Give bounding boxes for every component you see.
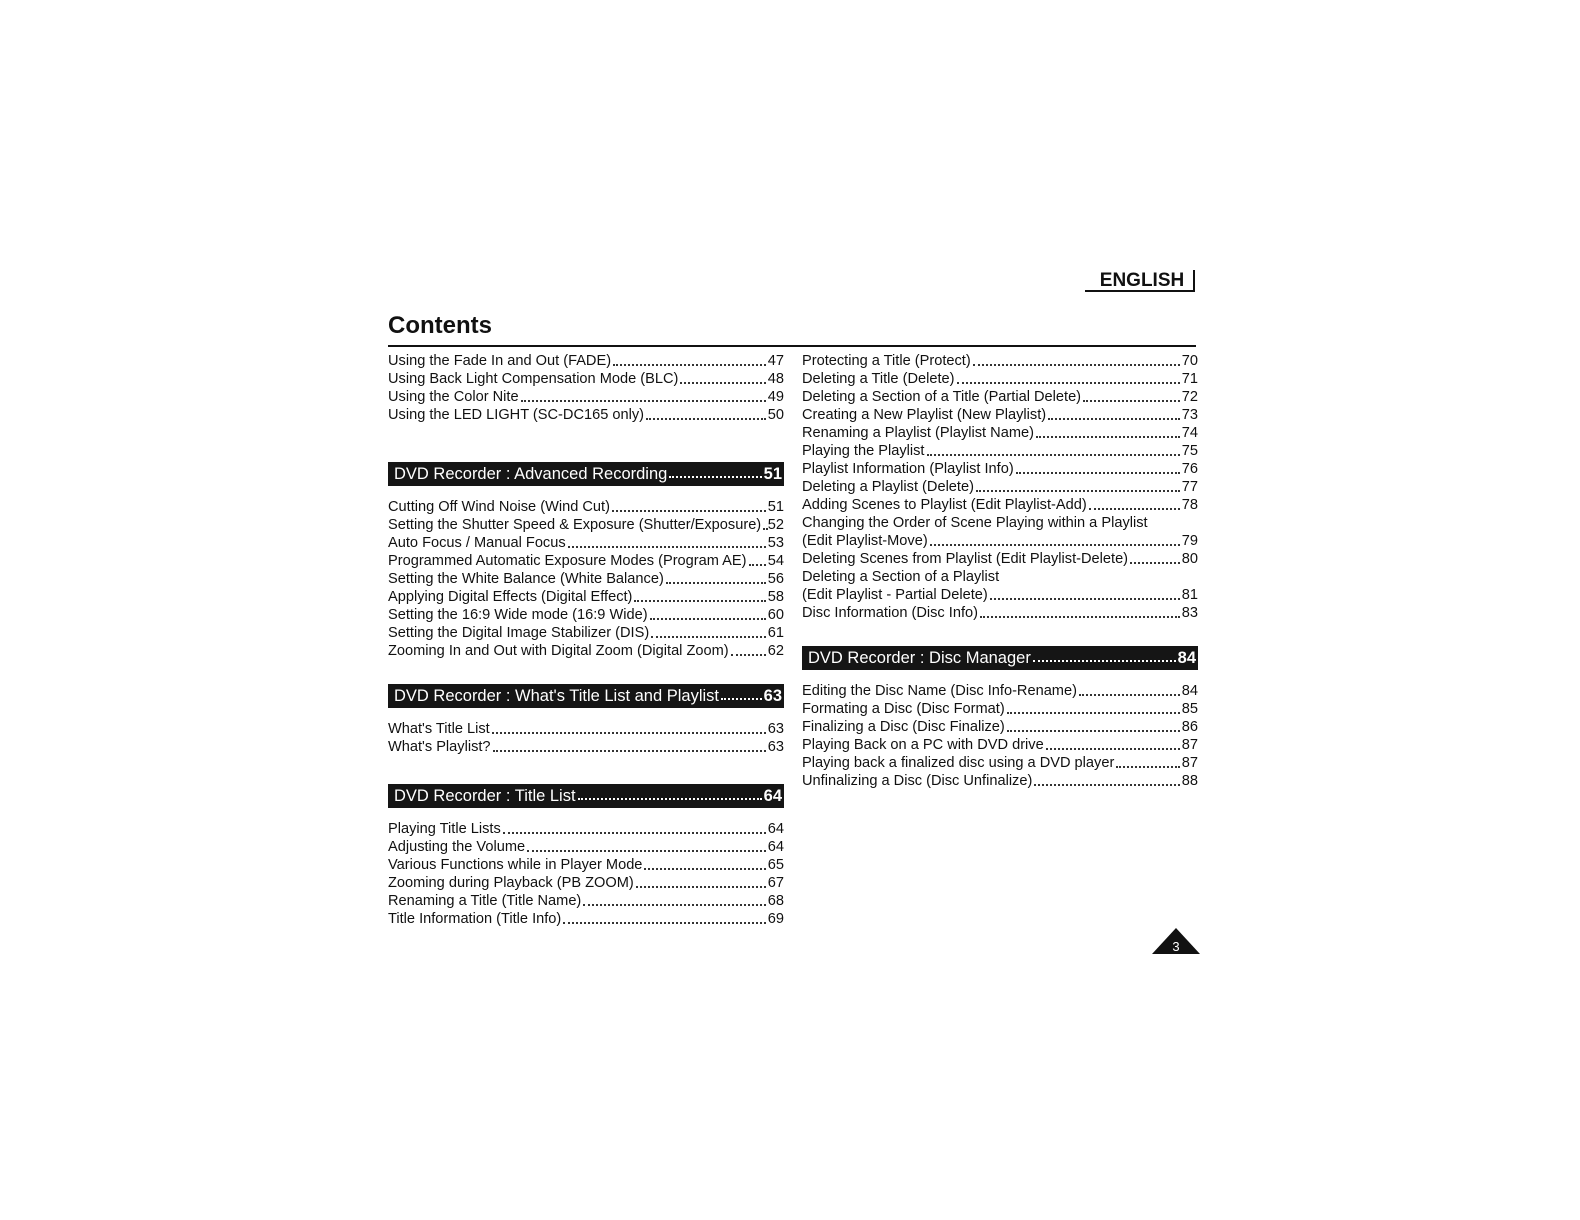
toc-entry-label: What's Playlist? — [388, 739, 491, 755]
toc-entry[interactable] — [388, 892, 784, 910]
toc-leader-dots — [492, 720, 766, 734]
toc-leader-dots — [1079, 682, 1180, 696]
toc-entry-page: 80 — [1181, 551, 1198, 567]
toc-entry-label: Various Functions while in Player Mode — [388, 857, 643, 873]
toc-entry-label: Cutting Off Wind Noise (Wind Cut) — [388, 499, 610, 515]
toc-entry[interactable] — [802, 718, 1198, 736]
section-heading-label: DVD Recorder : Disc Manager — [808, 649, 1031, 667]
toc-leader-dots — [680, 370, 765, 384]
toc-leader-dots — [976, 478, 1180, 492]
toc-entry[interactable] — [388, 352, 784, 370]
toc-entry[interactable] — [388, 588, 784, 606]
toc-leader-dots — [644, 856, 765, 870]
toc-entry-page: 62 — [767, 643, 784, 659]
toc-entry-label: Using Back Light Compensation Mode (BLC) — [388, 371, 679, 387]
toc-entry-label: Setting the 16:9 Wide mode (16:9 Wide) — [388, 607, 648, 623]
toc-entry-label: Deleting Scenes from Playlist (Edit Playlist-Delete) — [802, 551, 1129, 567]
toc-entry-label: Programmed Automatic Exposure Modes (Program AE) — [388, 553, 747, 569]
page-title: Contents — [388, 312, 492, 339]
toc-entry-page: 65 — [767, 857, 784, 873]
toc-leader-dots — [990, 586, 1180, 600]
section-heading-page: 84 — [1177, 649, 1196, 667]
toc-leader-dots — [980, 604, 1180, 618]
toc-entry[interactable] — [802, 514, 1198, 532]
toc-entry[interactable] — [388, 534, 784, 552]
toc-leader-dots — [1150, 514, 1196, 526]
toc-entry[interactable] — [388, 910, 784, 928]
title-rule — [388, 345, 1196, 347]
toc-entry[interactable] — [388, 516, 784, 534]
toc-leader-dots — [1046, 736, 1180, 750]
toc-leader-dots — [634, 588, 765, 602]
toc-leader-dots — [763, 516, 766, 530]
toc-leader-dots — [636, 874, 766, 888]
toc-leader-dots — [650, 606, 766, 620]
toc-entry-page: 86 — [1181, 719, 1198, 735]
toc-leader-dots — [1116, 754, 1179, 768]
toc-entry-page: 60 — [767, 607, 784, 623]
toc-entry-label: Adjusting the Volume — [388, 839, 526, 855]
toc-leader-dots — [503, 820, 766, 834]
toc-entry-page: 64 — [767, 821, 784, 837]
advanced-recording-list — [388, 498, 784, 660]
toc-leader-dots — [651, 624, 766, 638]
toc-entry-page: 70 — [1181, 353, 1198, 369]
toc-leader-dots — [1130, 550, 1180, 564]
toc-entry-page: 48 — [767, 371, 784, 387]
toc-entry[interactable] — [388, 642, 784, 660]
whats-title-list-list — [388, 720, 784, 756]
toc-entry-page: 63 — [767, 721, 784, 737]
toc-entry-label: Playing Back on a PC with DVD drive — [802, 737, 1044, 753]
toc-entry-page: 53 — [767, 535, 784, 551]
toc-entry-label: Deleting a Playlist (Delete) — [802, 479, 974, 495]
section-heading-disc-manager[interactable] — [802, 646, 1198, 670]
toc-entry-label: Using the Color Nite — [388, 389, 519, 405]
toc-entry[interactable] — [388, 838, 784, 856]
toc-entry[interactable] — [388, 856, 784, 874]
toc-entry-label: Renaming a Title (Title Name) — [388, 893, 582, 909]
toc-entry-page: 74 — [1181, 425, 1198, 441]
toc-leader-dots — [1048, 406, 1180, 420]
toc-entry[interactable] — [802, 568, 1198, 586]
toc-entry-label: Setting the Shutter Speed & Exposure (Shutter/Exposure) — [388, 517, 762, 533]
toc-leader-dots — [568, 534, 766, 548]
toc-leader-dots — [563, 910, 765, 924]
toc-entry-page: 63 — [767, 739, 784, 755]
toc-entry-label: (Edit Playlist-Move) — [802, 533, 928, 549]
toc-entry-label: Editing the Disc Name (Disc Info-Rename) — [802, 683, 1077, 699]
toc-entry[interactable] — [802, 550, 1198, 568]
toc-entry-page: 83 — [1181, 605, 1198, 621]
toc-entry[interactable] — [388, 406, 784, 424]
toc-leader-dots — [1036, 424, 1180, 438]
toc-entry-page: 75 — [1181, 443, 1198, 459]
toc-entry-page: 49 — [767, 389, 784, 405]
toc-entry-page: 52 — [767, 517, 784, 533]
toc-entry-label: Adding Scenes to Playlist (Edit Playlist-Add) — [802, 497, 1087, 513]
toc-entry-page: 87 — [1181, 755, 1198, 771]
toc-entry[interactable] — [802, 736, 1198, 754]
toc-entry-label: Zooming In and Out with Digital Zoom (Digital Zoom) — [388, 643, 729, 659]
toc-entry[interactable] — [802, 496, 1198, 514]
toc-entry-label: Unfinalizing a Disc (Disc Unfinalize) — [802, 773, 1033, 789]
toc-entry[interactable] — [802, 532, 1198, 550]
section-heading-whats-title-list[interactable] — [388, 684, 784, 708]
toc-entry-label: Playing back a finalized disc using a DVD player — [802, 755, 1115, 771]
toc-entry-label: Setting the Digital Image Stabilizer (DIS) — [388, 625, 650, 641]
toc-leader-dots — [583, 892, 765, 906]
toc-entry-label: Applying Digital Effects (Digital Effect) — [388, 589, 633, 605]
toc-entry-page: 88 — [1181, 773, 1198, 789]
toc-entry-page: 56 — [767, 571, 784, 587]
toc-entry[interactable] — [388, 370, 784, 388]
toc-entry[interactable] — [802, 406, 1198, 424]
toc-entry-page: 47 — [767, 353, 784, 369]
toc-entry-page: 78 — [1181, 497, 1198, 513]
toc-entry-label: Disc Information (Disc Info) — [802, 605, 978, 621]
toc-entry-page: 76 — [1181, 461, 1198, 477]
toc-leader-dots — [973, 352, 1180, 366]
section-heading-advanced-recording[interactable] — [388, 462, 784, 486]
toc-leader-dots — [493, 738, 766, 752]
toc-entry-label: Using the Fade In and Out (FADE) — [388, 353, 612, 369]
toc-entry-label: Playing the Playlist — [802, 443, 925, 459]
page-number: 3 — [1172, 939, 1180, 954]
toc-entry[interactable] — [388, 874, 784, 892]
toc-entry[interactable] — [388, 498, 784, 516]
toc-entry-label: Protecting a Title (Protect) — [802, 353, 971, 369]
toc-leader-dots — [731, 642, 766, 656]
toc-leader-dots — [930, 532, 1180, 546]
toc-entry-page: 50 — [767, 407, 784, 423]
section-heading-label: DVD Recorder : Advanced Recording — [394, 465, 668, 483]
language-badge: ENGLISH — [1083, 270, 1195, 292]
left-column — [388, 352, 784, 928]
toc-entry-page: 87 — [1181, 737, 1198, 753]
toc-entry-label: Playing Title Lists — [388, 821, 501, 837]
toc-entry-page: 68 — [767, 893, 784, 909]
toc-leader-dots — [749, 552, 766, 566]
toc-leader-dots — [646, 406, 766, 420]
intro-list — [388, 352, 784, 424]
toc-entry-label: What's Title List — [388, 721, 490, 737]
toc-leader-dots — [957, 370, 1180, 384]
toc-entry-label: Changing the Order of Scene Playing within a Playlist — [802, 515, 1148, 531]
toc-entry[interactable] — [802, 478, 1198, 496]
toc-entry[interactable] — [802, 442, 1198, 460]
toc-entry[interactable] — [802, 424, 1198, 442]
toc-leader-dots — [1001, 568, 1196, 580]
toc-leader-dots — [1089, 496, 1180, 510]
toc-entry-page: 54 — [767, 553, 784, 569]
toc-entry[interactable] — [802, 352, 1198, 370]
section-heading-title-list[interactable] — [388, 784, 784, 808]
toc-leader-dots — [1007, 718, 1180, 732]
toc-entry-page: 67 — [767, 875, 784, 891]
toc-leader-dots — [927, 442, 1180, 456]
toc-entry-page: 73 — [1181, 407, 1198, 423]
toc-entry-page: 69 — [767, 911, 784, 927]
toc-entry-label: Renaming a Playlist (Playlist Name) — [802, 425, 1034, 441]
toc-entry-page: 61 — [767, 625, 784, 641]
toc-entry-label: Using the LED LIGHT (SC-DC165 only) — [388, 407, 645, 423]
toc-entry-page: 64 — [767, 839, 784, 855]
toc-entry-label: Title Information (Title Info) — [388, 911, 562, 927]
toc-leader-dots — [1007, 700, 1180, 714]
right-column — [802, 352, 1198, 790]
toc-leader-dots — [1083, 388, 1180, 402]
toc-entry-label: Creating a New Playlist (New Playlist) — [802, 407, 1047, 423]
toc-entry[interactable] — [388, 388, 784, 406]
toc-entry-label: Deleting a Title (Delete) — [802, 371, 955, 387]
toc-leader-dots — [613, 352, 766, 366]
toc-leader-dots — [1034, 772, 1179, 786]
toc-leader-dots — [527, 838, 766, 852]
section-heading-page: 64 — [763, 787, 782, 805]
toc-entry[interactable] — [388, 552, 784, 570]
toc-entry-label: Auto Focus / Manual Focus — [388, 535, 566, 551]
toc-entry[interactable] — [802, 772, 1198, 790]
title-list-list — [388, 820, 784, 928]
toc-entry[interactable] — [802, 586, 1198, 604]
toc-entry-page: 51 — [767, 499, 784, 515]
page-number-triangle-icon — [1151, 927, 1201, 955]
section-heading-page: 63 — [763, 687, 782, 705]
toc-entry[interactable] — [802, 388, 1198, 406]
toc-entry-label: Playlist Information (Playlist Info) — [802, 461, 1014, 477]
toc-entry-page: 84 — [1181, 683, 1198, 699]
toc-entry-label: Deleting a Section of a Playlist — [802, 569, 1000, 585]
disc-manager-list — [802, 682, 1198, 790]
toc-entry[interactable] — [802, 754, 1198, 772]
toc-entry[interactable] — [802, 460, 1198, 478]
section-heading-label: DVD Recorder : What's Title List and Playlist — [394, 687, 720, 705]
toc-entry[interactable] — [388, 606, 784, 624]
toc-entry-label: Deleting a Section of a Title (Partial Delete) — [802, 389, 1082, 405]
toc-entry-label: Setting the White Balance (White Balance) — [388, 571, 664, 587]
toc-entry-page: 72 — [1181, 389, 1198, 405]
toc-entry[interactable] — [802, 700, 1198, 718]
toc-entry-page: 58 — [767, 589, 784, 605]
toc-entry-label: Formating a Disc (Disc Format) — [802, 701, 1005, 717]
toc-leader-dots — [521, 388, 766, 402]
toc-entry[interactable] — [388, 820, 784, 838]
toc-entry-page: 71 — [1181, 371, 1198, 387]
toc-leader-dots — [666, 570, 766, 584]
section-heading-label: DVD Recorder : Title List — [394, 787, 576, 805]
toc-entry[interactable] — [802, 604, 1198, 622]
toc-entry-page: 85 — [1181, 701, 1198, 717]
toc-leader-dots — [612, 498, 766, 512]
toc-entry[interactable] — [388, 624, 784, 642]
toc-entry-label: Zooming during Playback (PB ZOOM) — [388, 875, 634, 891]
toc-entry-label: Finalizing a Disc (Disc Finalize) — [802, 719, 1005, 735]
toc-entry[interactable] — [802, 370, 1198, 388]
toc-entry-page: 79 — [1181, 533, 1198, 549]
playlist-list — [802, 352, 1198, 622]
toc-entry-page: 81 — [1181, 587, 1198, 603]
toc-entry-label: (Edit Playlist - Partial Delete) — [802, 587, 988, 603]
toc-entry-page: 77 — [1181, 479, 1198, 495]
toc-entry[interactable] — [388, 720, 784, 738]
toc-entry[interactable] — [802, 682, 1198, 700]
toc-leader-dots — [1016, 460, 1180, 474]
section-heading-page: 51 — [763, 465, 782, 483]
toc-entry[interactable] — [388, 570, 784, 588]
toc-entry[interactable] — [388, 738, 784, 756]
